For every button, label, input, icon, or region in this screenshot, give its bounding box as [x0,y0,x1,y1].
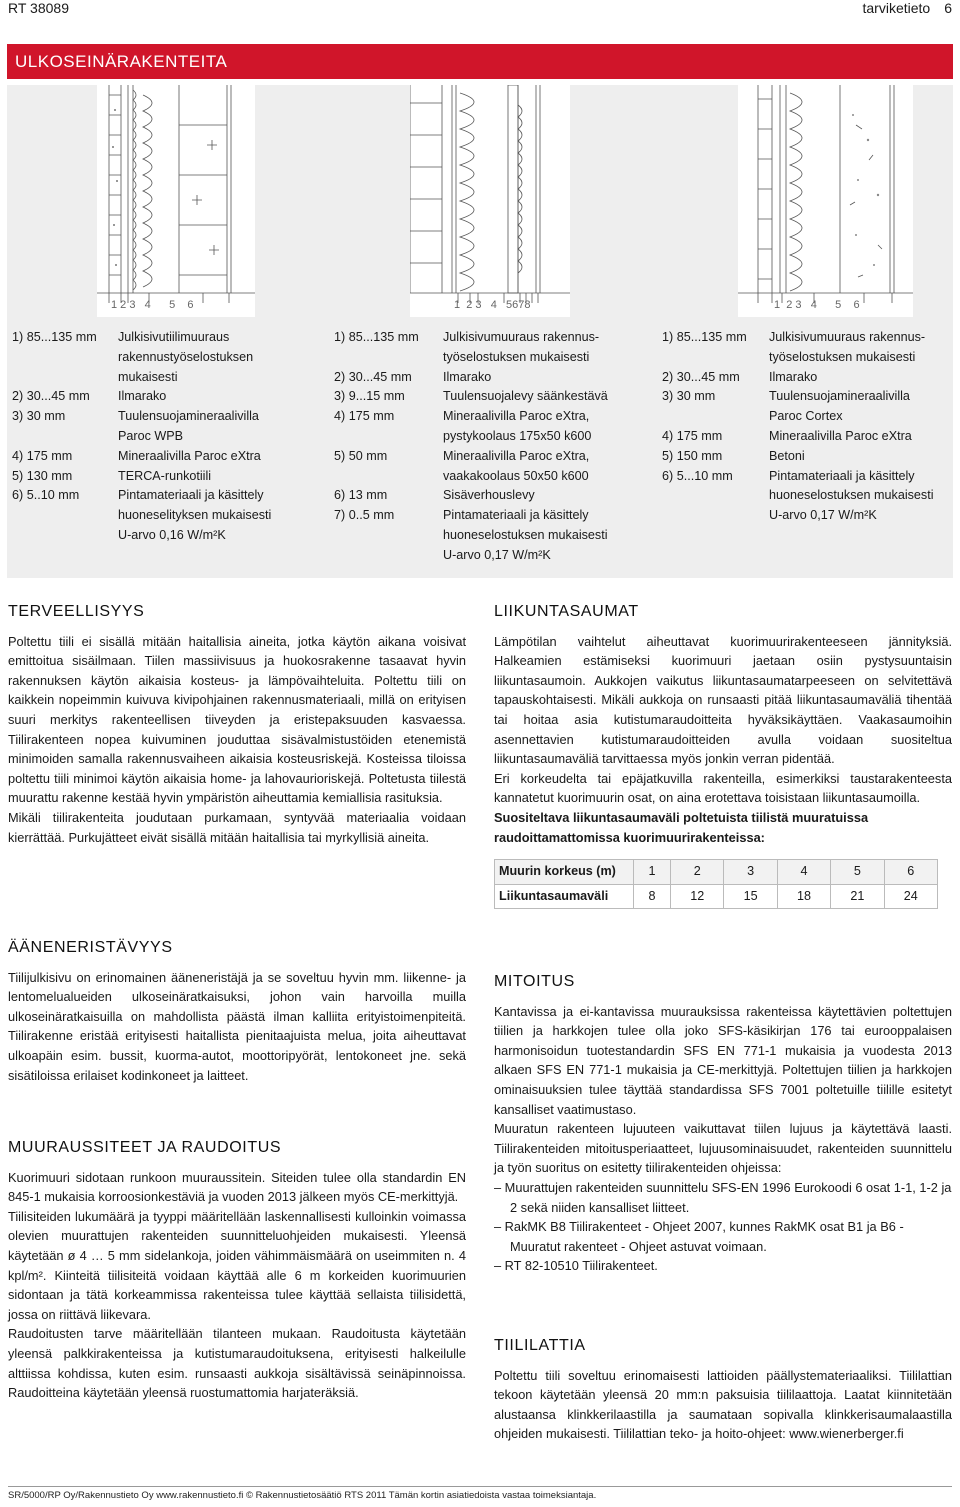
section-tiililattia [494,1336,952,1444]
layer-thickness: 1) 85...135 mm [334,330,419,344]
layer-thickness: 3) 30 mm [12,409,66,424]
table-cell: 6 [884,860,937,885]
section-liikuntasaumat [494,602,952,915]
layer-row [662,387,952,407]
structure-3-layers [662,328,952,526]
layer-desc: huoneselityksen mukaisesti [118,508,272,523]
layer-row [662,486,952,506]
table-row-label: Muurin korkeus (m) [495,860,634,885]
table-row-label: Liikuntasaumaväli [495,884,634,909]
wall-diagram-3 [738,85,913,317]
layer-desc: Mineraalivilla Paroc eXtra, [443,409,590,424]
layer-thickness: 6) 5...10 mm [662,468,733,483]
table-cell: 18 [777,884,830,909]
layer-row [12,407,302,427]
layer-desc: Pintamateriaali ja käsittely [118,488,264,503]
layer-desc: U-arvo 0,17 W/m²K [443,547,551,562]
layer-row [12,348,302,368]
layer-desc: Ilmarako [769,369,818,384]
section-muuraussiteet [8,1138,466,1403]
diagram-2-numbers: 1 2 3 4 5678 [454,299,531,311]
layer-row [662,447,952,467]
layer-thickness [12,526,118,546]
table-row [495,860,938,885]
layer-desc: Mineraalivilla Paroc eXtra [118,448,261,463]
paragraph: Raudoitusten tarve määritellään tilanteen mukaan. Raudoitusta käytetään yleensä palkkirakenteissa ja kutistumaraudoituksena, erityisesti halkeilulle alttiissa kohdissa, kuten esim. runsaasti aukkoja sisältävissä seinäpinnoissa. Raudoitteina käytetään yleensä ruostumattomia harjateräksiä. [8,1326,466,1401]
layer-thickness: 7) 0..5 mm [334,508,395,523]
layer-row [662,368,952,388]
layer-desc: Julkisivumuuraus rakennus- [443,330,600,344]
layer-desc: Tuulensuojamineraalivilla [118,409,259,424]
layer-desc: Pintamateriaali ja käsittely [443,508,589,523]
structure-2-layers [334,328,644,566]
paragraph: Eri korkeudelta tai epäjatkuvilla rakenteilla, esimerkiksi taustarakenteesta kannatetut kuorimuurin osat, on aina erotettava toisistaan liikuntasaumoilla. [494,770,952,806]
table-cell: 2 [671,860,724,885]
bold-paragraph: Suositeltava liikuntasaumaväli poltetuista tiilistä muuratuissa raudoittamattomissa kuorimuurirakenteissa: [494,809,869,845]
layer-row [12,427,302,447]
table-cell: 8 [634,884,671,909]
layer-desc: Ilmarako [118,389,167,404]
table-row [495,884,938,909]
paragraph: Tiilijulkisivu on erinomainen ääneneristäjä ja se soveltuu hyvin mm. liikenne- ja lentomelualueiden ulkoseinäratkaisuksi, johon vain harvoilla muilla ulkoseinäratkaisuilla on mahdollista päästä ilman kalliita erityistoimenpiteitä. Tiilirakenne eristää erityisesti haitallista pienitaajuista melua, joita aiheuttavat ulkoapäin esim. bussit, kuorma-autot, moottoripyörät, lentokoneet jne. sekä sisätiloissa erilaiset kodinkoneet ja laitteet. [8,969,466,1083]
layer-row [12,328,302,348]
paragraph: Mikäli tiilirakenteita joudutaan purkamaan, syntyvää materiaalia voidaan kierrättää. Purkujätteet eivät sisällä mitään haitallisia tai myrkyllisiä aineita. [8,809,466,845]
layer-thickness [334,526,443,546]
list-item: – Muurattujen rakenteiden suunnittelu SFS-EN 1996 Eurokoodi 6 osat 1-1, 1-2 ja 2 sekä niiden kansalliset liitteet. [494,1179,952,1215]
layer-desc: huoneselostuksen mukaisesti [443,527,608,542]
layer-row [334,427,644,447]
layer-thickness: 2) 30...45 mm [662,369,740,384]
layer-thickness [662,348,769,368]
layer-desc: Julkisivutiilimuuraus [118,330,230,344]
layer-desc: U-arvo 0,17 W/m²K [769,508,877,523]
section-title: TIILILATTIA [494,1337,586,1354]
section-title: ÄÄNENERISTÄVYYS [8,939,173,956]
wall-diagram-2 [410,85,570,317]
paragraph: Tiilisiteiden lukumäärä ja tyyppi määritellään laskennallisesti kulloinkin voimassa olevien muurattujen rakenteiden suunnitteluohjeiden mukaisesti. Yleensä käytetään ø 4 … 5 mm sidelankoja, joiden vähimmäismäärä on useimmiten n. 4 kpl/m². Kiinteitä tiilisiteitä voidaan käyttää alle 6 m korkeiden kuorimuurien sidontaan ja tätä korkeammissa rakenteissa tulee käyttää sellaista tiilisidettä, jossa on riittävä liikevara. [8,1208,466,1322]
layer-desc: mukaisesti [118,369,178,384]
section-title: MITOITUS [494,973,575,990]
layer-row [334,387,644,407]
layer-thickness [662,506,769,526]
table-cell: 3 [724,860,777,885]
page-footer [8,1486,952,1501]
wall-diagram-1 [97,85,255,317]
list-item: – RakMK B8 Tiilirakenteet - Ohjeet 2007, kunnes RakMK osat B1 ja B6 - Muuratut rakenteet - Ohjeet astuvat voimaan. [494,1219,904,1254]
layer-desc: Mineraalivilla Paroc eXtra [769,428,912,443]
section-title: TERVEELLISYYS [8,603,145,620]
layer-row [662,407,952,427]
section-mitoitus [494,972,952,1276]
paragraph: Poltettu tiili ei sisällä mitään haitallisia aineita, jotka käytön aikana voisivat emittoitua sisäilmaan. Tiilen massiivisuus ja huokosrakenne tasaavat hyvin rakennuksen käytön aikaisia kosteus- ja lämpövaihteluita. Poltettu tiili on kaikkein nopeimmin kuivuva kivipohjainen rakennusmateriaali, millä on erityisen suuri merkitys rakenteellisen tiiveyden ja eristepaksuuden kasvaessa. Tiilirakenteen nopea kuivuminen jouduttaa sisävalmistustöiden etenemistä minimoiden samalla rakennusvaiheen aikaisia kosteusriskejä. Kosteissa tiloissa poltettu tiili minimoi käytön aikaisia home- ja lahovaurioriskejä. Poltetusta tiilestä muurattu rakenne kestää hyvin ympäristön aiheuttamia kemiallisia rasituksia. [8,633,466,806]
doc-code: RT 38089 [8,0,69,16]
layer-desc: Ilmarako [443,369,492,384]
layer-desc: työselostuksen mukaisesti [443,349,590,364]
layer-desc: rakennustyöselostuksen [118,349,254,364]
guideline-list [494,1178,952,1276]
paragraph: Muuratun rakenteen lujuuteen vaikuttavat tiilen lujuus ja käytettävä laasti. Tiilirakenteiden mitoitusperiaatteet, lujuusominaisuudet, rakenteiden suunnittelu ja työn suoritus on esitetty tiilirakenteiden ohjeissa: [494,1121,952,1176]
layer-desc: työselostuksen mukaisesti [769,349,916,364]
header-right [863,0,953,16]
layer-thickness: 5) 50 mm [334,448,388,463]
layer-desc: Paroc Cortex [769,409,843,424]
layer-row [662,348,952,368]
page-header [0,0,960,22]
section-title: MUURAUSSITEET JA RAUDOITUS [8,1139,282,1156]
layer-row [12,526,302,546]
layer-row [334,447,644,467]
layer-row [12,467,302,487]
list-item: – RT 82-10510 Tiilirakenteet. [494,1258,658,1274]
layer-desc: Tuulensuojamineraalivilla [769,389,910,404]
layer-desc: TERCA-runkotiili [118,468,212,483]
layer-thickness: 3) 30 mm [662,389,716,404]
layer-thickness: 2) 30...45 mm [334,369,412,384]
layer-thickness [12,368,118,388]
layer-thickness [334,348,443,368]
layer-row [662,467,952,487]
joint-spacing-table [494,859,938,909]
table-cell: 1 [634,860,671,885]
header-label: tarviketieto [862,0,931,16]
table-cell: 21 [831,884,884,909]
layer-thickness: 4) 175 mm [662,428,723,443]
table-cell: 5 [831,860,884,885]
layer-row [12,486,302,506]
layer-thickness: 6) 5..10 mm [12,488,80,503]
layer-row [334,407,644,427]
layer-thickness: 5) 150 mm [662,448,723,463]
paragraph: Poltettu tiili soveltuu erinomaisesti lattioiden päällystemateriaaliksi. Tiililattian tekoon käytetään yleensä 20 mm:n paksuisia tiililaattoja. Laatat kiinnitetään alustaansa klinkkerilaastilla ja saumataan sopivalla klinkkerisaumalaastilla ohjeiden mukaisesti. Tiililattian teko- ja hoito-ohjeet: www.wienerberger.fi [494,1367,952,1442]
layer-row [334,486,644,506]
layer-thickness [334,467,443,487]
layer-row [334,328,644,348]
layer-desc: Sisäverhouslevy [443,488,535,503]
layer-row [12,506,302,526]
section-terveellisyys [8,602,466,847]
layer-row [12,447,302,467]
page-number: 6 [944,0,952,16]
section-aaneneristavyys [8,938,466,1085]
layer-row [662,328,952,348]
layer-desc: Julkisivumuuraus rakennus- [769,330,926,344]
table-cell: 15 [724,884,777,909]
layer-thickness [12,348,118,368]
layer-desc: pystykoolaus 175x50 k600 [443,428,592,443]
layer-thickness [334,427,443,447]
table-cell: 4 [777,860,830,885]
table-cell: 24 [884,884,937,909]
layer-desc: Betoni [769,448,805,463]
layer-row [12,387,302,407]
layer-row [662,506,952,526]
layer-row [334,506,644,526]
layer-row [334,368,644,388]
layer-thickness [334,546,443,566]
diagram-1-numbers: 1 2 3 4 5 6 [111,299,194,311]
layer-thickness: 5) 130 mm [12,468,73,483]
layer-row [334,467,644,487]
paragraph: Kuorimuuri sidotaan runkoon muuraussitein. Siteiden tulee olla standardin EN 845-1 mukaisia korroosionkestäviä ja vuoden 2013 jälkeen myös CE-merkittyjä. [8,1169,466,1205]
diagram-3-numbers: 1 2 3 4 5 6 [774,299,860,311]
layer-thickness [12,506,118,526]
section-banner [7,44,953,79]
layer-desc: huoneselostuksen mukaisesti [769,488,934,503]
layer-thickness [662,486,769,506]
layer-desc: vaakakoolaus 50x50 k600 [443,468,589,483]
footer-text: SR/5000/RP Oy/Rakennustieto Oy www.rakennustieto.fi © Rakennustietosäätiö RTS 2011 Tämän kortin asiatiedoista vastaa toimeksiantaja. [8,1490,597,1501]
banner-title: ULKOSEINÄRAKENTEITA [15,52,228,71]
layer-row [334,526,644,546]
layer-thickness: 4) 175 mm [12,448,73,463]
layer-row [662,427,952,447]
layer-desc: Paroc WPB [118,428,184,443]
layer-thickness: 2) 30...45 mm [12,389,90,404]
layer-thickness: 1) 85...135 mm [12,330,97,344]
layer-thickness: 3) 9...15 mm [334,389,405,404]
section-title: LIIKUNTASAUMAT [494,603,639,620]
layer-thickness: 4) 175 mm [334,409,395,424]
layer-row [334,348,644,368]
layer-thickness [662,407,769,427]
layer-thickness: 6) 13 mm [334,488,388,503]
layer-desc: Tuulensuojalevy säänkestävä [443,389,608,404]
layer-row [12,368,302,388]
paragraph: Lämpötilan vaihtelut aiheuttavat kuorimuurirakenteeseen jännityksiä. Halkeamien estämiseksi kuorimuuri jaetaan osiin pystysuuntaisin liikuntasaumoin. Aukkojen vaikutus liikuntasaumatarpeeseen on selvitettävä tapauskohtaisesti. Mikäli aukkoja on runsaasti pitää liikuntasaumaväliä tihentää tai hoitaa asia kutistumaraudoitteita hyväksikäyttäen. Vaakasaumoihin asennettavien kutistumaraudoitteiden avulla voidaan suositeltua liikuntasaumaväliä tarvittaessa myös jonkin verran pidentää. [494,633,952,767]
layer-desc: Mineraalivilla Paroc eXtra, [443,448,590,463]
table-cell: 12 [671,884,724,909]
layer-desc: Pintamateriaali ja käsittely [769,468,915,483]
paragraph: Kantavissa ja ei-kantavissa muurauksissa rakenteissa käytettävien poltettujen tiilien ja harkkojen tulee olla joko SFS-käsikirjan 176 tai eurooppalaisen harmonisoidun tuotestandardin SFS EN 771-1 mukaisia ja vuodesta 2013 alkaen SFS EN 771-1 mukaisia ja CE-merkittyjä. Poltettujen tiilien ja harkkojen ominaisuuksien tulee täyttää standardissa SFS 7001 poltetuille tiilille esitetyt kansalliset vaatimustaso. [494,1003,952,1117]
layer-thickness [12,427,118,447]
layer-thickness: 1) 85...135 mm [662,330,747,344]
structure-1-layers [12,328,302,546]
layer-desc: U-arvo 0,16 W/m²K [118,527,226,542]
layer-row [334,546,644,566]
